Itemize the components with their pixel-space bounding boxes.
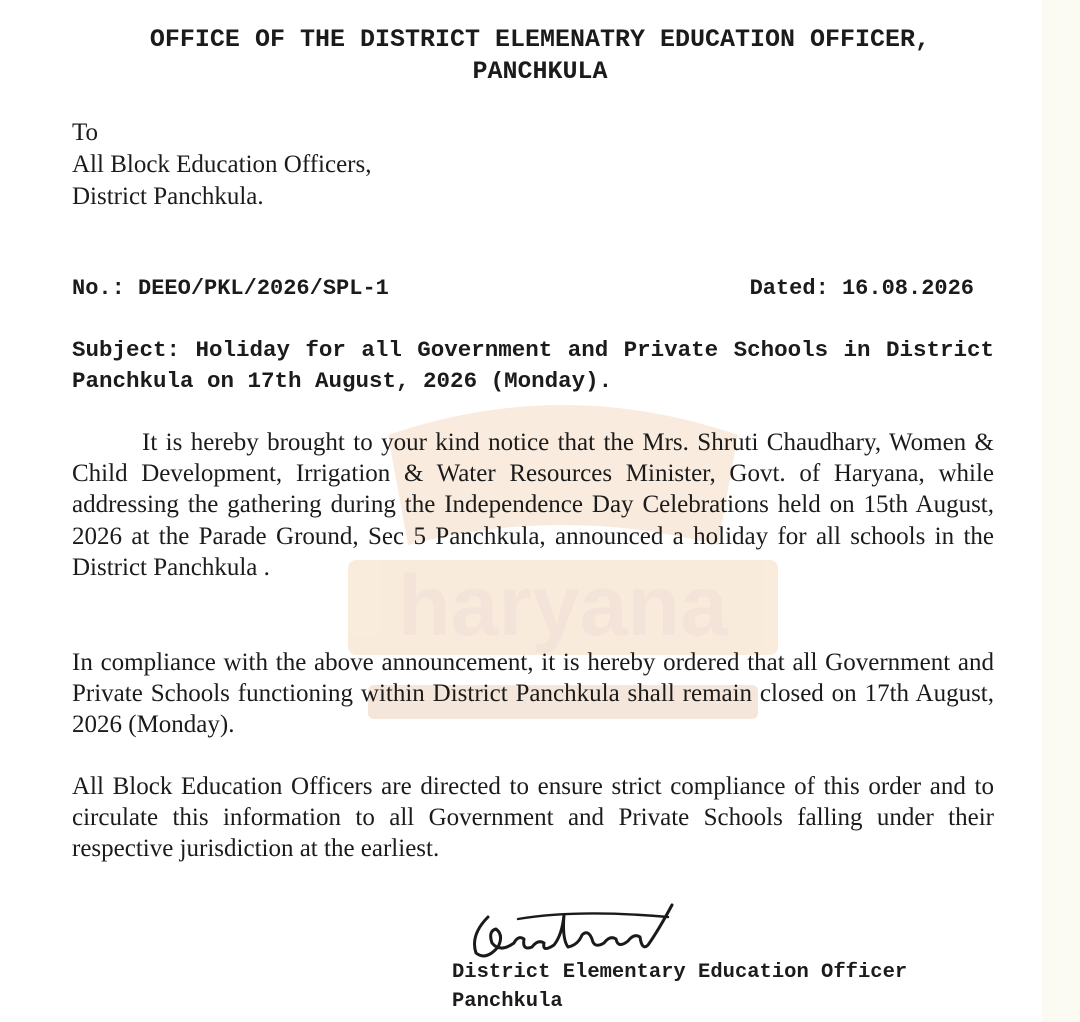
addressee-line-1: All Block Education Officers, [72, 151, 372, 178]
signatory-designation [452, 958, 907, 1016]
addressee-block [72, 117, 371, 213]
addressee-to: To [72, 119, 99, 146]
office-title: OFFICE OF THE DISTRICT ELEMENATRY EDUCATION OFFICER, [149, 25, 931, 54]
body-paragraph-2: In compliance with the above announcement, it is hereby ordered that all Government and Private Schools functioning within District Panchkula shall remain closed on 17th August, 2026 (Monday). [72, 649, 994, 739]
reference-line [72, 274, 974, 304]
subject-line: Subject: Holiday for all Government and Private Schools in District Panchkula on 17th August, 2026 (Monday). [72, 337, 994, 394]
reference-number: No.: DEEO/PKL/2026/SPL-1 [72, 276, 389, 301]
letter-header [60, 24, 1020, 88]
designation-location: Panchkula [452, 990, 563, 1013]
watermark-text: haryana [398, 558, 728, 654]
body-paragraph-1: It is hereby brought to your kind notice that the Mrs. Shruti Chaudhary, Women & Child Development, Irrigation & Water Resources Minister, Govt. of Haryana, while addressing the gathering during the Independence Day Celebrations held on 15th August, 2026 at the Parade Ground, Sec 5 Panchkula, announced a holiday for all schools in the District Panchkula . [72, 429, 994, 581]
body-paragraph-3: All Block Education Officers are directed to ensure strict compliance of this order and to circulate this information to all Government and Private Schools falling under their respective jurisdiction at the earliest. [72, 773, 994, 863]
addressee-line-2: District Panchkula. [72, 183, 264, 210]
office-location: PANCHKULA [472, 57, 608, 86]
reference-date: Dated: 16.08.2026 [749, 276, 974, 301]
designation-title: District Elementary Education Officer [452, 961, 908, 984]
